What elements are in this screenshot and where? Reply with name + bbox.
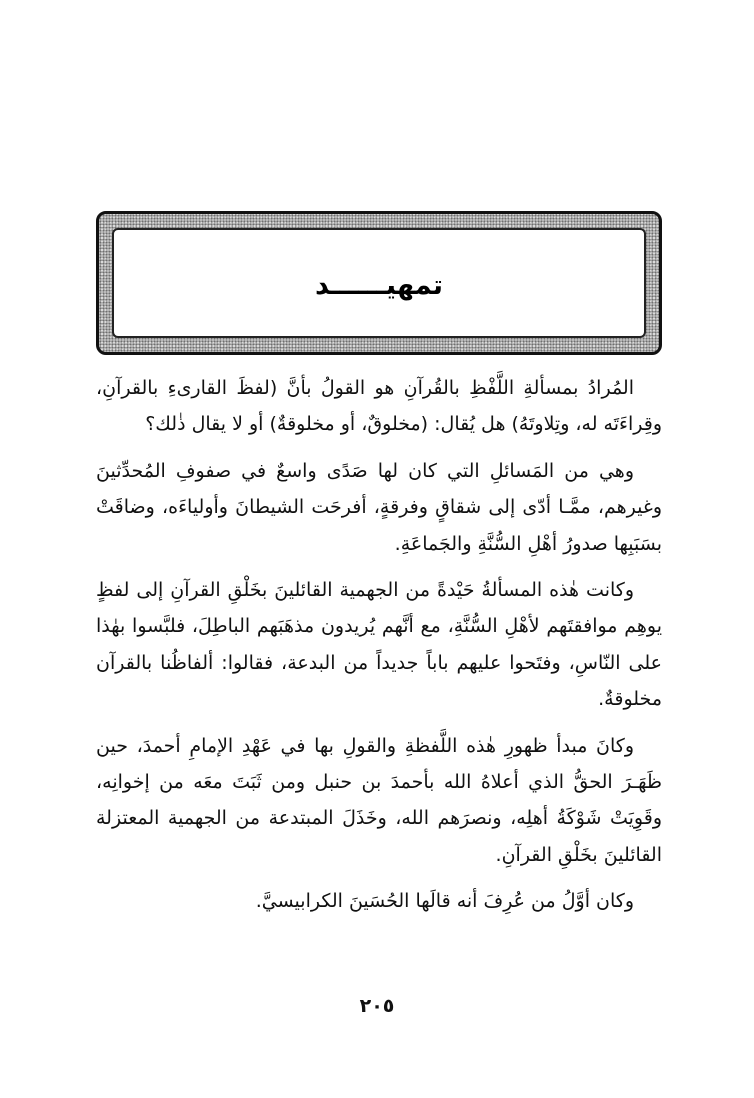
body-text [96, 370, 662, 920]
paragraph-karabisi: وكان أوَّلُ من عُرِفَ أنه قالَها الحُسَينَ الكرابيسيَّ. [255, 890, 634, 913]
page-number: ٢٠٥ [359, 995, 395, 1017]
heading-inner-panel [112, 228, 646, 338]
paragraph-origin: وكانَ مبدأ ظهورِ هٰذه اللَّفظةِ والقولِ بها في عَهْدِ الإمامِ أحمدَ، حين ظَهَـرَ الحقُّ الذي أعلاهُ الله بأحمدَ بن حنبل ومن ثَبَتَ معَه من إخوانِه، وقَوِيَتْ شَوْكَةُ أهلِه، ونصرَهم الله، وخَذَلَ المبتدعة من الجهمية المعتزلة القائلينَ بخَلْقِ القرآنِ. [96, 734, 662, 866]
heading-frame [96, 211, 662, 355]
paragraph-jahmiyya: وكانت هٰذه المسألةُ حَيْدةً من الجهمية القائلينَ بخَلْقِ القرآنِ إلى لفظٍ يوهِم موافقتَهم لأهْلِ السُّنَّةِ، مع أنَّهم يُريدون مذهَبَهم الباطِلَ، فلبَّسوا بهٰذا على النّاسِ، وفتَحوا عليهم باباً جديداً من البدعة، فقالوا: ألفاظُنا بالقرآن مخلوقةٌ. [96, 579, 662, 711]
paragraph-definition: المُرادُ بمسألةِ اللَّفْظِ بالقُرآنِ هو القولُ بأنَّ (لفظَ القارىءِ بالقرآنِ، وقِراءَتَه له، وتِلاوتَهُ) هل يُقال: (مخلوقٌ، أو مخلوقةٌ) أو لا يقال ذٰلك؟ [96, 377, 662, 436]
paragraph-controversy: وهي من المَسائلِ التي كان لها صَدًى واسعٌ في صفوفِ المُحدِّثينَ وغيرهم، ممَّـا أدّى إلى شقاقٍ وفرقةٍ، أفرحَت الشيطانَ وأولياءَه، وضاقَتْ بسَبَبِها صدورُ أهْلِ السُّنَّةِ والجَماعَةِ. [96, 459, 662, 555]
chapter-heading: تمهيــــــد [314, 269, 444, 301]
